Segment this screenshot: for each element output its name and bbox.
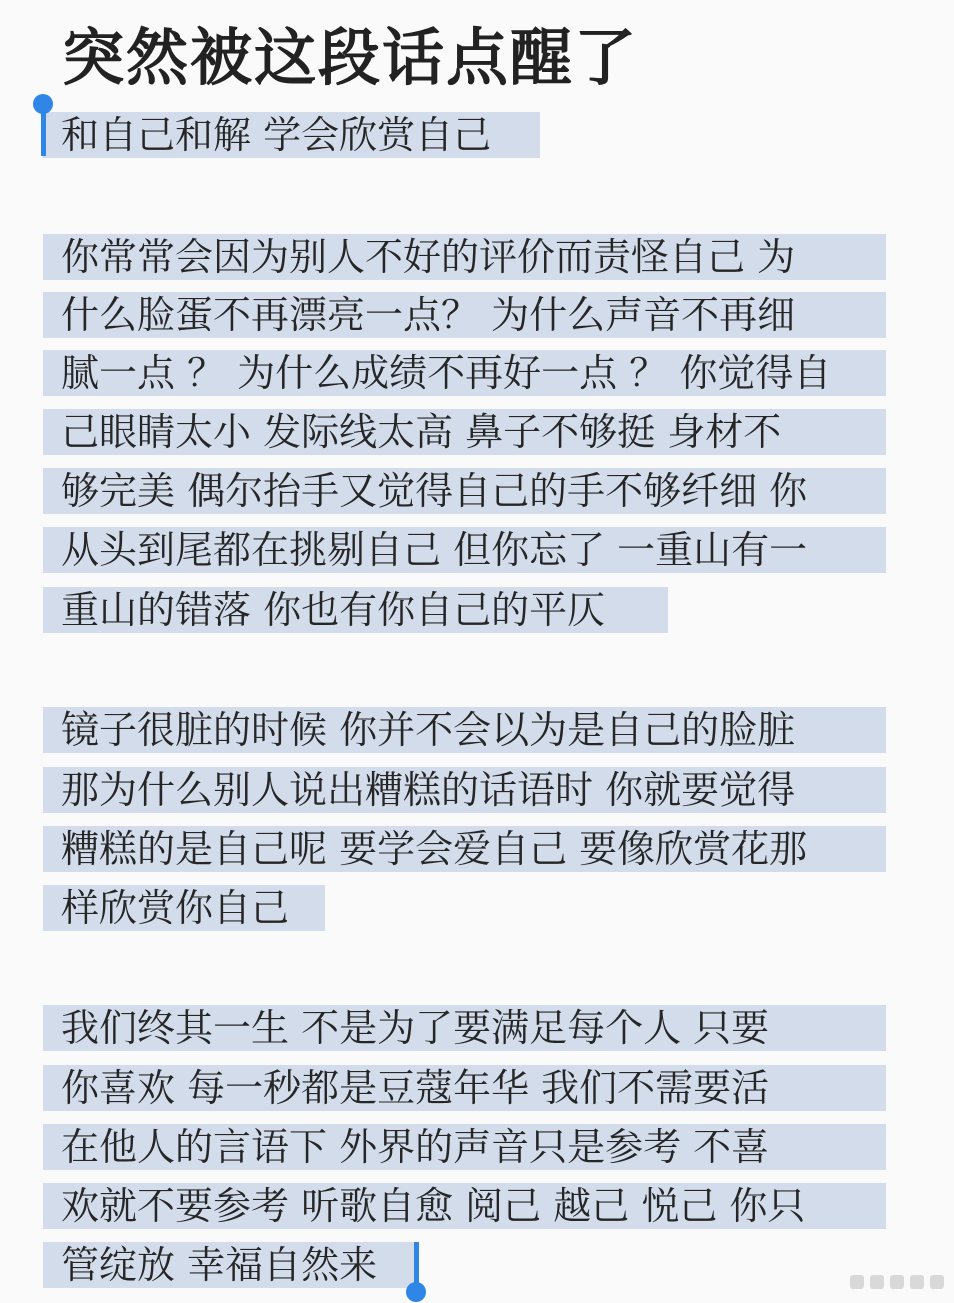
selected-text-line[interactable] bbox=[43, 409, 886, 455]
selected-text-line[interactable] bbox=[43, 767, 886, 813]
selection-end-handle-knob[interactable] bbox=[406, 1282, 426, 1302]
watermark-mark bbox=[850, 1275, 864, 1289]
selected-text-line[interactable] bbox=[43, 707, 886, 753]
watermark-mark bbox=[910, 1275, 924, 1289]
text-line: 己眼睛太小 发际线太高 鼻子不够挺 身材不 bbox=[61, 410, 782, 454]
watermark-mark bbox=[870, 1275, 884, 1289]
text-line: 欢就不要参考 听歌自愈 阅己 越己 悦己 你只 bbox=[61, 1184, 806, 1228]
text-line: 你常常会因为别人不好的评价而责怪自己 为 bbox=[61, 235, 796, 279]
watermark-mark bbox=[890, 1275, 904, 1289]
selected-text-line[interactable] bbox=[43, 1124, 886, 1170]
watermark-mark bbox=[930, 1275, 944, 1289]
selected-text-line[interactable] bbox=[43, 1242, 415, 1288]
selected-text-line[interactable] bbox=[43, 1005, 886, 1051]
text-line: 我们终其一生 不是为了要满足每个人 只要 bbox=[61, 1006, 770, 1050]
text-line: 什么脸蛋不再漂亮一点？ 为什么声音不再细 bbox=[61, 293, 796, 337]
selected-text-line[interactable] bbox=[43, 350, 886, 396]
page-title: 突然被这段话点醒了 bbox=[62, 21, 639, 94]
selected-text-line[interactable] bbox=[43, 468, 886, 514]
text-line: 重山的错落 你也有你自己的平仄 bbox=[61, 588, 606, 632]
text-line: 镜子很脏的时候 你并不会以为是自己的脸脏 bbox=[61, 708, 796, 752]
selected-text-line[interactable] bbox=[43, 1065, 886, 1111]
text-line: 管绽放 幸福自然来 bbox=[61, 1243, 378, 1287]
text-line: 样欣赏你自己 bbox=[61, 886, 290, 930]
selected-text-line[interactable] bbox=[43, 292, 886, 338]
selected-text-line[interactable] bbox=[43, 527, 886, 573]
subtitle: 和自己和解 学会欣赏自己 bbox=[61, 113, 492, 157]
text-line: 腻一点 ？ 为什么成绩不再好一点 ？ 你觉得自 bbox=[61, 351, 832, 395]
text-line: 你喜欢 每一秒都是豆蔻年华 我们不需要活 bbox=[61, 1066, 770, 1110]
selected-text-line[interactable] bbox=[43, 1183, 886, 1229]
text-line: 够完美 偶尔抬手又觉得自己的手不够纤细 你 bbox=[61, 469, 808, 513]
selection-start-handle-knob[interactable] bbox=[33, 94, 53, 114]
selected-text-line[interactable] bbox=[43, 587, 668, 633]
selected-text-line[interactable] bbox=[43, 234, 886, 280]
selected-text-line[interactable] bbox=[43, 112, 540, 158]
text-line: 在他人的言语下 外界的声音只是参考 不喜 bbox=[61, 1125, 770, 1169]
selected-text-line[interactable] bbox=[43, 826, 886, 872]
text-line: 从头到尾都在挑剔自己 但你忘了 一重山有一 bbox=[61, 528, 808, 572]
text-line: 那为什么别人说出糟糕的话语时 你就要觉得 bbox=[61, 768, 796, 812]
text-line: 糟糕的是自己呢 要学会爱自己 要像欣赏花那 bbox=[61, 827, 808, 871]
selected-text-line[interactable] bbox=[43, 885, 325, 931]
watermark bbox=[834, 1271, 944, 1293]
